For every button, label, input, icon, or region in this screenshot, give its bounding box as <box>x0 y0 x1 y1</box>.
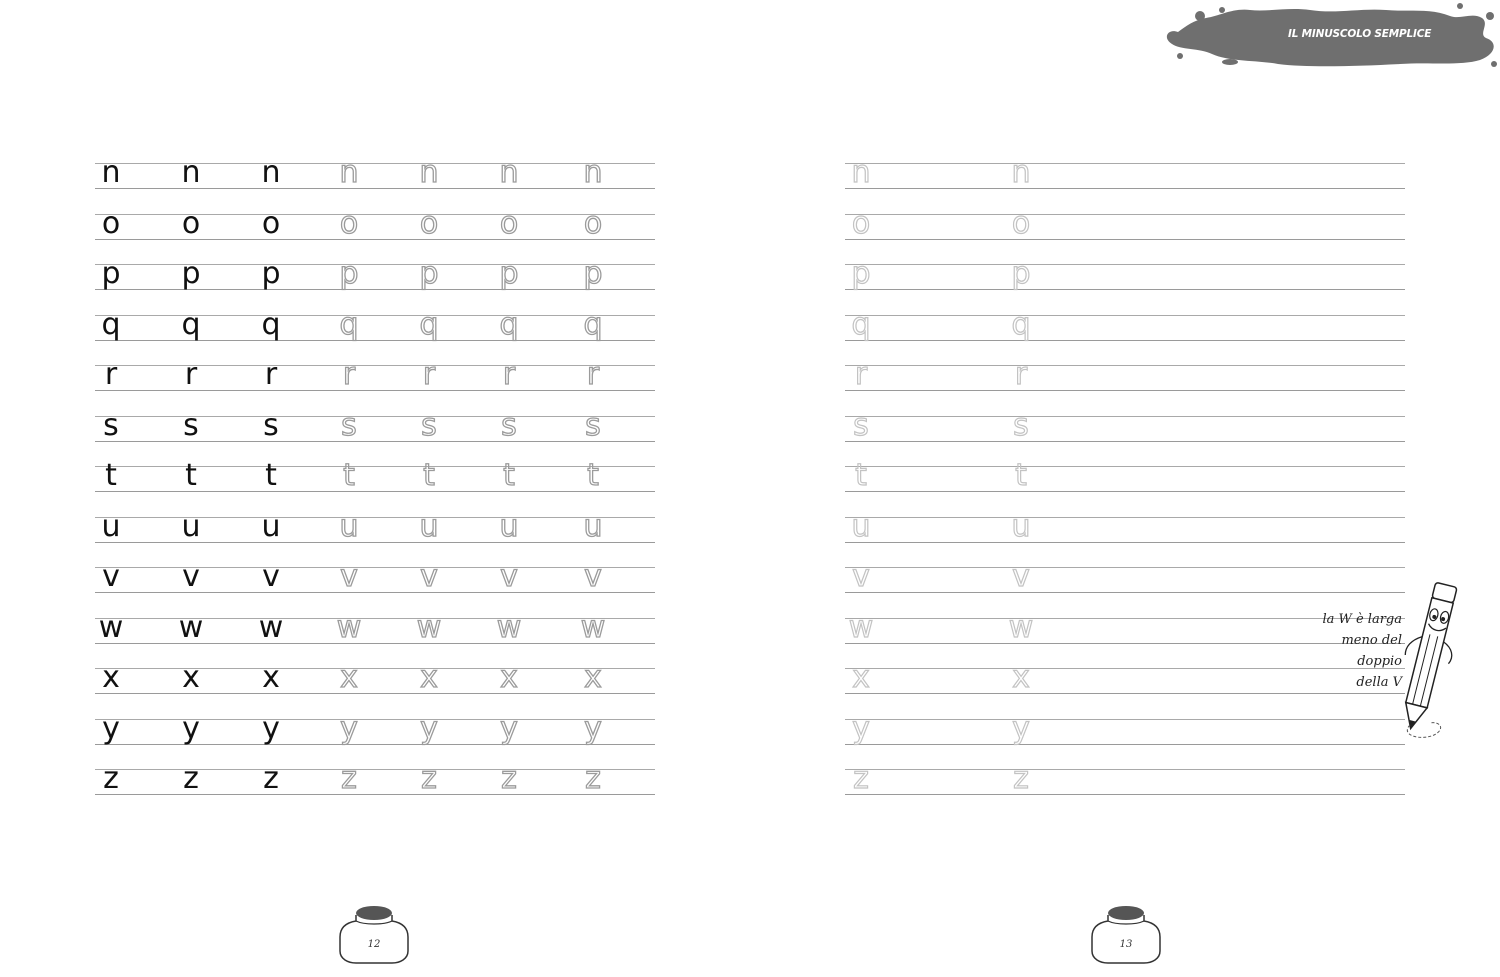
practice-row-y <box>95 710 655 768</box>
guide-line <box>845 441 1405 442</box>
trace-letter: p <box>583 256 603 291</box>
tip-line: della V <box>1356 675 1402 690</box>
practice-row-n <box>845 155 1405 212</box>
model-letter: r <box>184 357 198 392</box>
trace-letter: w <box>496 609 522 645</box>
trace-letter: y <box>340 710 358 746</box>
trace-letter: t <box>587 458 599 493</box>
practice-row-n <box>95 155 655 212</box>
trace-letter: u <box>851 508 871 544</box>
guide-line <box>845 567 1405 568</box>
model-letter: x <box>102 660 120 695</box>
guide-line <box>95 390 655 391</box>
guide-line <box>95 340 655 341</box>
page-number: 13 <box>1119 939 1133 950</box>
guide-line <box>95 592 655 593</box>
model-letter: z <box>183 761 199 796</box>
guide-line <box>845 315 1405 316</box>
model-letter: y <box>262 710 280 746</box>
trace-letter: o <box>583 205 603 241</box>
guide-line <box>95 744 655 745</box>
model-letter: z <box>103 761 119 796</box>
trace-letter: n <box>419 155 439 190</box>
model-letter: s <box>183 407 199 443</box>
trace-letter: t <box>503 458 515 493</box>
guide-line <box>845 365 1405 366</box>
model-letter: u <box>101 508 121 544</box>
model-letter: u <box>181 508 201 544</box>
model-letter: x <box>182 660 200 695</box>
trace-letter: r <box>342 357 356 392</box>
ink-bottle-icon <box>1088 903 1164 965</box>
trace-letter: s <box>501 407 517 443</box>
trace-letter: w <box>416 609 442 645</box>
trace-letter: q <box>851 306 871 342</box>
practice-row-w <box>95 609 655 667</box>
guide-line <box>845 340 1405 341</box>
practice-row-v <box>95 559 655 616</box>
model-letter: w <box>258 609 284 645</box>
model-letter: s <box>103 407 119 443</box>
trace-letter: u <box>499 508 519 544</box>
model-letter: s <box>263 407 279 443</box>
trace-letter: v <box>1012 559 1030 594</box>
practice-row-p <box>845 256 1405 313</box>
model-letter: y <box>182 710 200 746</box>
practice-row-z <box>845 761 1405 818</box>
guide-line <box>845 163 1405 164</box>
guide-line <box>845 289 1405 290</box>
trace-letter: s <box>341 407 357 443</box>
guide-line <box>845 769 1405 770</box>
model-letter: o <box>261 205 281 241</box>
trace-letter: p <box>851 256 871 291</box>
page-number: 12 <box>367 939 381 950</box>
practice-row-z <box>95 761 655 818</box>
guide-line <box>95 794 655 795</box>
practice-row-s <box>845 407 1405 465</box>
trace-letter: z <box>585 761 601 796</box>
trace-letter: y <box>1012 710 1030 746</box>
practice-row-x <box>95 660 655 717</box>
guide-line <box>845 517 1405 518</box>
guide-line <box>845 188 1405 189</box>
trace-letter: v <box>420 559 438 594</box>
practice-row-s <box>95 407 655 465</box>
practice-row-o <box>845 205 1405 263</box>
trace-letter: q <box>339 306 359 342</box>
guide-line <box>845 466 1405 467</box>
practice-row-u <box>95 508 655 566</box>
trace-letter: z <box>1013 761 1029 796</box>
trace-letter: q <box>583 306 603 342</box>
trace-letter: z <box>421 761 437 796</box>
trace-letter: n <box>1011 155 1031 190</box>
trace-letter: q <box>1011 306 1031 342</box>
guide-line <box>845 491 1405 492</box>
model-letter: p <box>101 256 121 291</box>
guide-line <box>95 491 655 492</box>
guide-line <box>845 264 1405 265</box>
guide-line <box>845 416 1405 417</box>
trace-letter: w <box>848 609 874 645</box>
practice-row-p <box>95 256 655 313</box>
trace-letter: y <box>852 710 870 746</box>
trace-letter: v <box>340 559 358 594</box>
trace-letter: x <box>852 660 870 695</box>
trace-letter: v <box>584 559 602 594</box>
model-letter: t <box>265 458 277 493</box>
pencil-tip <box>1300 575 1470 745</box>
trace-letter: y <box>420 710 438 746</box>
trace-letter: x <box>420 660 438 695</box>
model-letter: p <box>181 256 201 291</box>
trace-letter: t <box>343 458 355 493</box>
trace-letter: p <box>1011 256 1031 291</box>
page-number-bottle-right <box>1088 903 1164 965</box>
model-letter: p <box>261 256 281 291</box>
trace-letter: q <box>419 306 439 342</box>
trace-letter: x <box>340 660 358 695</box>
trace-letter: t <box>855 458 867 493</box>
practice-row-u <box>845 508 1405 566</box>
trace-letter: t <box>1015 458 1027 493</box>
trace-letter: v <box>500 559 518 594</box>
trace-letter: y <box>584 710 602 746</box>
model-letter: y <box>102 710 120 746</box>
model-letter: u <box>261 508 281 544</box>
trace-letter: n <box>583 155 603 190</box>
tip-line: meno del <box>1341 633 1402 648</box>
trace-letter: o <box>851 205 871 241</box>
trace-letter: n <box>499 155 519 190</box>
trace-letter: n <box>339 155 359 190</box>
trace-letter: p <box>339 256 359 291</box>
model-letter: w <box>178 609 204 645</box>
trace-letter: u <box>339 508 359 544</box>
right-page <box>750 0 1500 977</box>
trace-letter: z <box>853 761 869 796</box>
trace-letter: r <box>586 357 600 392</box>
model-letter: w <box>98 609 124 645</box>
model-letter: o <box>181 205 201 241</box>
guide-line <box>95 693 655 694</box>
ink-bottle-icon <box>336 903 412 965</box>
trace-letter: x <box>500 660 518 695</box>
trace-letter: w <box>580 609 606 645</box>
trace-letter: s <box>853 407 869 443</box>
practice-row-o <box>95 205 655 263</box>
trace-letter: v <box>852 559 870 594</box>
model-letter: x <box>262 660 280 695</box>
model-letter: r <box>104 357 118 392</box>
model-letter: t <box>105 458 117 493</box>
guide-line <box>95 542 655 543</box>
guide-line <box>845 214 1405 215</box>
tip-line: doppio <box>1357 654 1402 669</box>
guide-line <box>95 188 655 189</box>
trace-letter: t <box>423 458 435 493</box>
practice-row-q <box>845 306 1405 364</box>
trace-letter: z <box>341 761 357 796</box>
trace-letter: s <box>421 407 437 443</box>
model-letter: z <box>263 761 279 796</box>
guide-line <box>845 239 1405 240</box>
guide-line <box>845 794 1405 795</box>
model-letter: q <box>181 306 201 342</box>
guide-line <box>95 239 655 240</box>
guide-line <box>95 441 655 442</box>
trace-letter: p <box>499 256 519 291</box>
model-letter: v <box>262 559 280 594</box>
page-title: IL MINUSCOLO SEMPLICE <box>1288 28 1432 40</box>
trace-letter: x <box>584 660 602 695</box>
trace-letter: r <box>1014 357 1028 392</box>
model-letter: n <box>181 155 201 190</box>
model-letter: q <box>101 306 121 342</box>
model-letter: n <box>101 155 121 190</box>
trace-letter: u <box>583 508 603 544</box>
trace-letter: p <box>419 256 439 291</box>
model-letter: n <box>261 155 281 190</box>
guide-line <box>845 542 1405 543</box>
trace-letter: r <box>422 357 436 392</box>
trace-letter: r <box>854 357 868 392</box>
page-number-bottle-left <box>336 903 412 965</box>
trace-letter: s <box>1013 407 1029 443</box>
trace-letter: o <box>339 205 359 241</box>
trace-letter: w <box>336 609 362 645</box>
model-letter: v <box>182 559 200 594</box>
trace-letter: s <box>585 407 601 443</box>
trace-letter: x <box>1012 660 1030 695</box>
trace-letter: u <box>1011 508 1031 544</box>
practice-row-r <box>845 357 1405 414</box>
trace-letter: w <box>1008 609 1034 645</box>
model-letter: o <box>101 205 121 241</box>
pencil-mascot-icon <box>1300 575 1470 745</box>
trace-letter: r <box>502 357 516 392</box>
practice-row-t <box>95 458 655 515</box>
trace-letter: n <box>851 155 871 190</box>
model-letter: r <box>264 357 278 392</box>
guide-line <box>95 289 655 290</box>
tip-line: la W è larga <box>1322 612 1402 627</box>
practice-row-t <box>845 458 1405 515</box>
practice-row-q <box>95 306 655 364</box>
trace-letter: z <box>501 761 517 796</box>
model-letter: v <box>102 559 120 594</box>
trace-letter: u <box>419 508 439 544</box>
trace-letter: o <box>419 205 439 241</box>
trace-letter: q <box>499 306 519 342</box>
trace-letter: o <box>1011 205 1031 241</box>
trace-letter: o <box>499 205 519 241</box>
guide-line <box>845 390 1405 391</box>
practice-row-r <box>95 357 655 414</box>
model-letter: q <box>261 306 281 342</box>
model-letter: t <box>185 458 197 493</box>
trace-letter: y <box>500 710 518 746</box>
